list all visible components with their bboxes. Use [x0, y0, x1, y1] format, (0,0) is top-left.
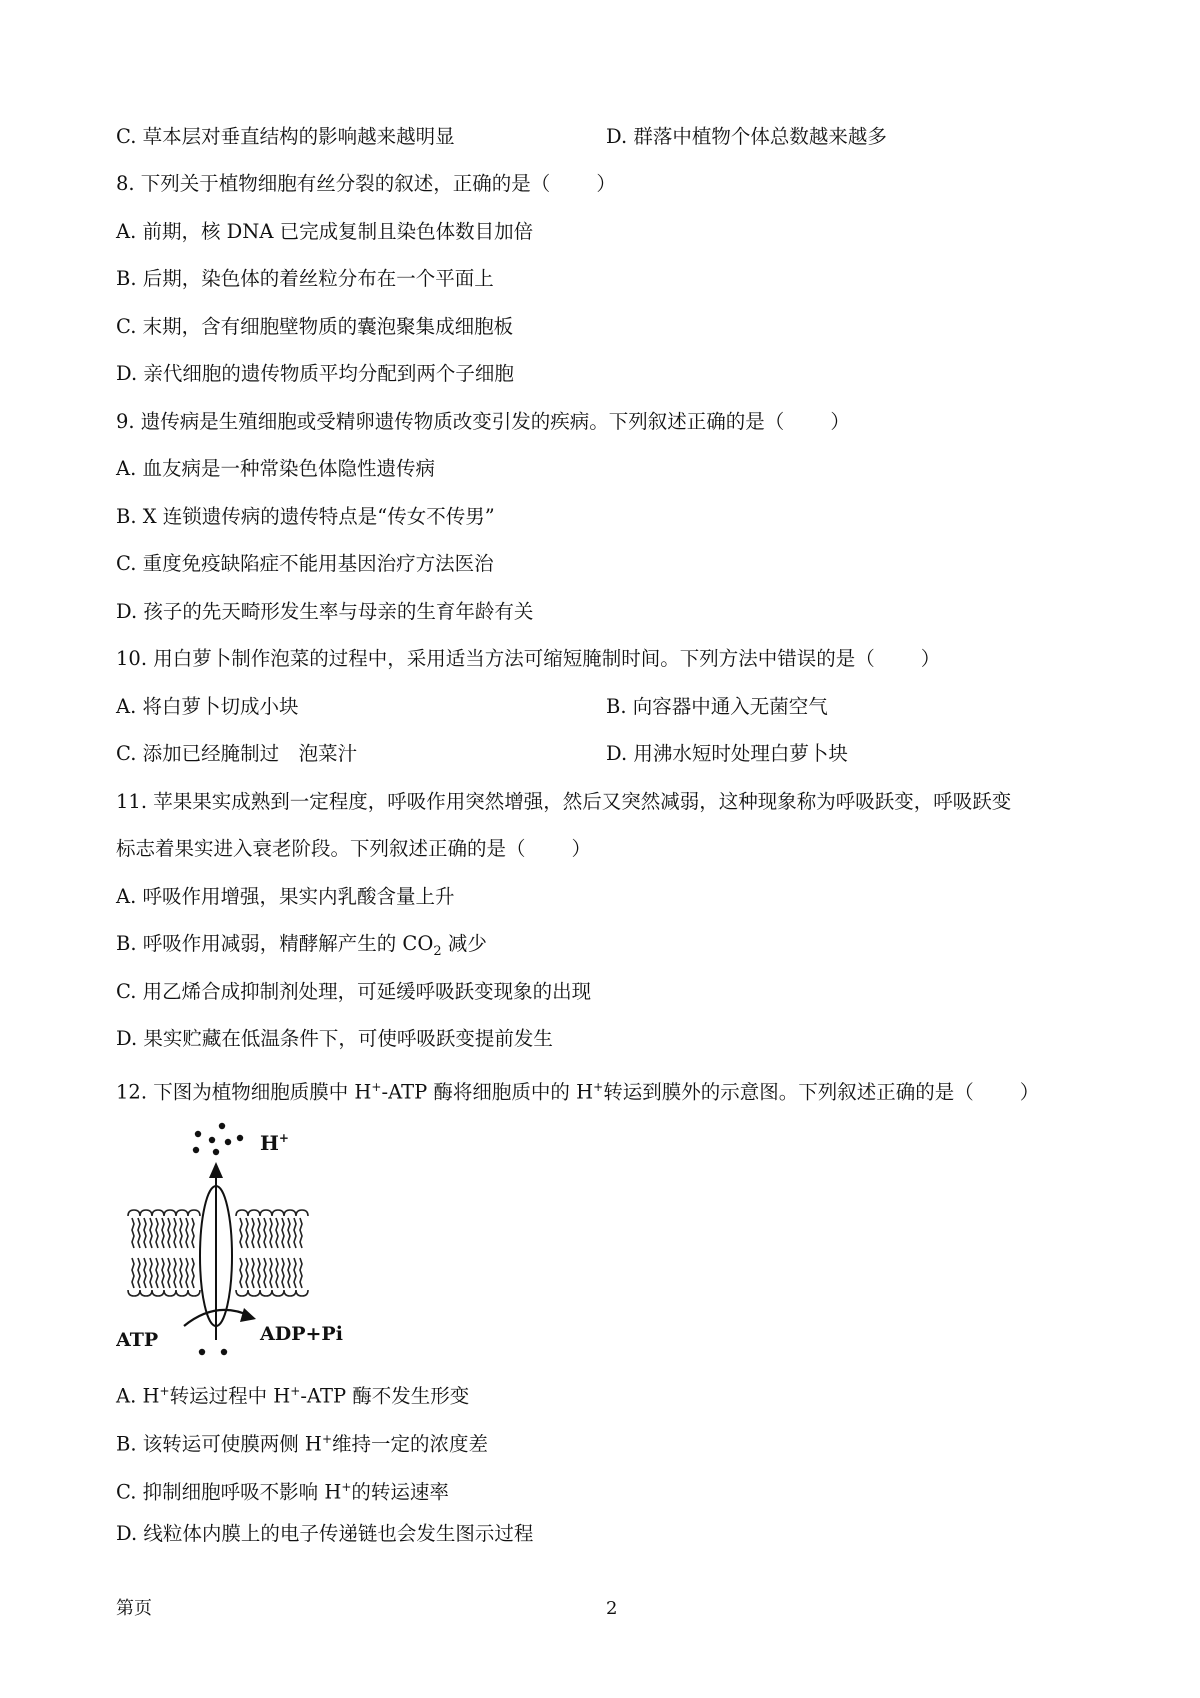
h-plus-label: H+	[260, 1131, 289, 1155]
q8-option-d: D. 亲代细胞的遗传物质平均分配到两个子细胞	[116, 362, 514, 385]
footer-left-label: 第页	[116, 1598, 152, 1619]
proton-pump-diagram	[116, 1118, 376, 1358]
q11-option-a: A. 呼吸作用增强，果实内乳酸含量上升	[116, 885, 455, 908]
q12-option-d: D. 线粒体内膜上的电子传递链也会发生图示过程	[116, 1522, 534, 1545]
q9-option-d: D. 孩子的先天畸形发生率与母亲的生育年龄有关	[116, 600, 534, 623]
h-plus-dots-outside	[193, 1123, 243, 1155]
q12-option-c-2: 的转运速率	[351, 1480, 449, 1504]
q12-option-b-2: 维持一定的浓度差	[332, 1432, 489, 1456]
q12-stem-b: -ATP 酶将细胞质中的 H	[381, 1080, 594, 1104]
q12-stem-a: 12. 下图为植物细胞质膜中 H	[116, 1080, 372, 1104]
q10-stem	[116, 646, 940, 672]
h-plus-dots-inside	[199, 1349, 227, 1355]
q8-option-c: C. 末期，含有细胞壁物质的囊泡聚集成细胞板	[116, 315, 514, 338]
q12-option-a	[116, 1378, 469, 1410]
q9-stem	[116, 409, 850, 435]
q12-option-a-1: A. H	[116, 1384, 160, 1408]
q11-stem-line2	[116, 836, 591, 862]
superscript-plus: +	[290, 1384, 301, 1398]
q9-stem-end: ）	[830, 410, 850, 433]
q10-option-c: C. 添加已经腌制过 泡菜汁	[116, 742, 358, 765]
adp-pi-label: ADP+Pi	[260, 1323, 343, 1345]
superscript-plus: +	[159, 1384, 170, 1398]
q11-option-b-tail: 减少	[441, 932, 487, 955]
q10-stem-text: 10. 用白萝卜制作泡菜的过程中，采用适当方法可缩短腌制时间。下列方法中错误的是（	[116, 647, 875, 670]
q11-option-b	[116, 931, 487, 965]
q8-option-b: B. 后期，染色体的着丝粒分布在一个平面上	[116, 267, 494, 290]
q9-option-a: A. 血友病是一种常染色体隐性遗传病	[116, 457, 435, 480]
q11-stem-text: 标志着果实进入衰老阶段。下列叙述正确的是（	[116, 837, 526, 860]
q10-option-b: B. 向容器中通入无菌空气	[606, 695, 828, 718]
q12-option-b	[116, 1426, 488, 1458]
q11-option-c: C. 用乙烯合成抑制剂处理，可延缓呼吸跃变现象的出现	[116, 980, 592, 1003]
q10-stem-end: ）	[920, 647, 941, 670]
q12-option-a-2: 转运过程中 H	[169, 1384, 291, 1408]
q10-option-a: A. 将白萝卜切成小块	[116, 695, 299, 718]
q9-option-b: B. X 连锁遗传病的遗传特点是“传女不传男”	[116, 505, 495, 528]
q12-stem-c: 转运到膜外的示意图。下列叙述正确的是（	[603, 1080, 974, 1104]
q12-stem	[116, 1074, 1039, 1106]
q12-option-c-1: C. 抑制细胞呼吸不影响 H	[116, 1480, 342, 1504]
co2-subscript: 2	[433, 943, 442, 959]
q11-option-d: D. 果实贮藏在低温条件下，可使呼吸跃变提前发生	[116, 1027, 553, 1050]
q8-stem-text: 8. 下列关于植物细胞有丝分裂的叙述，正确的是（	[116, 172, 551, 195]
q8-stem	[116, 171, 616, 197]
superscript-plus: +	[341, 1480, 352, 1494]
q11-stem-end: ）	[571, 837, 592, 860]
q10-option-d: D. 用沸水短时处理白萝卜块	[606, 742, 848, 765]
q7-option-d: D. 群落中植物个体总数越来越多	[606, 125, 887, 148]
q7-option-c: C. 草本层对垂直结构的影响越来越明显	[116, 125, 455, 148]
superscript-plus: +	[593, 1080, 604, 1094]
q9-option-c: C. 重度免疫缺陷症不能用基因治疗方法医治	[116, 552, 494, 575]
q12-option-a-3: -ATP 酶不发生形变	[300, 1384, 470, 1408]
q9-stem-text: 9. 遗传病是生殖细胞或受精卵遗传物质改变引发的疾病。下列叙述正确的是（	[116, 410, 785, 433]
page-number: 2	[606, 1598, 618, 1619]
q12-option-b-1: B. 该转运可使膜两侧 H	[116, 1432, 322, 1456]
q8-stem-end: ）	[596, 172, 616, 195]
q12-stem-end: ）	[1019, 1080, 1040, 1104]
superscript-plus: +	[371, 1080, 382, 1094]
atp-label: ATP	[116, 1329, 159, 1351]
q8-option-a: A. 前期，核 DNA 已完成复制且染色体数目加倍	[116, 220, 534, 243]
q11-stem-line1: 11. 苹果果实成熟到一定程度，呼吸作用突然增强，然后又突然减弱，这种现象称为呼吸跃变，呼吸跃变	[116, 790, 1012, 813]
q11-option-b-text: B. 呼吸作用减弱，精酵解产生的 CO	[116, 932, 434, 955]
q12-option-c	[116, 1474, 449, 1506]
superscript-plus: +	[321, 1432, 332, 1446]
